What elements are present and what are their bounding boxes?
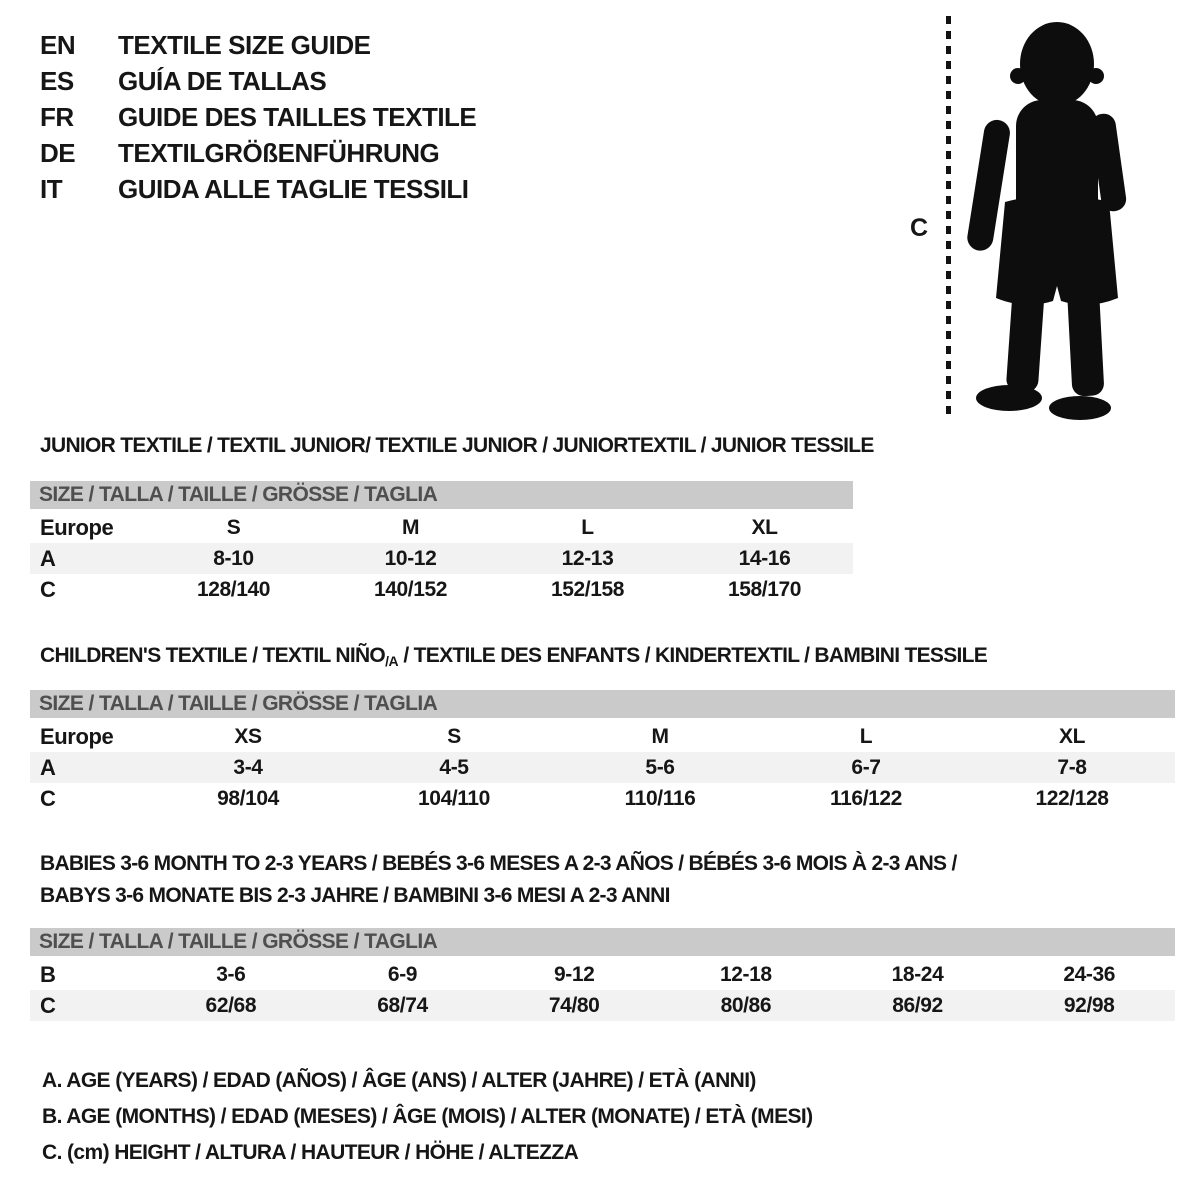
size-header-bar: SIZE / TALLA / TAILLE / GRÖSSE / TAGLIA [30, 690, 1175, 718]
language-row-de [40, 135, 476, 171]
size-value-cell: 140/152 [373, 577, 448, 601]
size-value-cell: 116/122 [830, 786, 902, 810]
table-row [30, 543, 853, 574]
size-value-cell: 92/98 [1063, 993, 1115, 1017]
legend-line-b: B. AGE (MONTHS) / EDAD (MESES) / ÂGE (MOIS) / ALTER (MONATE) / ETÀ (MESI) [42, 1105, 813, 1128]
language-row-fr [40, 99, 476, 135]
language-code: DE [40, 137, 76, 168]
size-value-cell: 68/74 [377, 993, 428, 1017]
height-dashed-line-icon [946, 16, 951, 416]
language-row-es [40, 63, 476, 99]
children-section-heading [40, 640, 987, 677]
children-heading-text: / TEXTILE DES ENFANTS / KINDERTEXTIL / BAMBINI TESSILE [398, 644, 988, 667]
size-value-cell: XL [1058, 724, 1086, 748]
table-row [30, 990, 1175, 1021]
language-code: ES [40, 65, 74, 96]
table-row [30, 721, 1175, 752]
babies-section-heading [40, 848, 957, 912]
size-value-cell: L [859, 724, 873, 748]
table-row [30, 752, 1175, 783]
row-label-cell: B [40, 961, 56, 987]
children-size-table [30, 690, 1175, 814]
junior-section-heading: JUNIOR TEXTILE / TEXTIL JUNIOR/ TEXTILE JUNIOR / JUNIORTEXTIL / JUNIOR TESSILE [40, 434, 874, 457]
guide-title: GUIDE DES TAILLES TEXTILE [118, 101, 477, 132]
size-value-cell: 12-13 [561, 546, 614, 570]
babies-heading-line2: BABYS 3-6 MONATE BIS 2-3 JAHRE / BAMBINI 3-6 MESI A 2-3 ANNI [40, 884, 670, 907]
row-label-cell: C [40, 576, 56, 602]
size-value-cell: 158/170 [727, 577, 802, 601]
row-label-cell: A [40, 545, 56, 571]
row-label-cell: Europe [40, 514, 114, 540]
size-value-cell: 74/80 [548, 993, 600, 1017]
babies-size-table [30, 928, 1175, 1021]
row-label-cell: C [40, 992, 56, 1018]
language-code: FR [40, 101, 74, 132]
size-value-cell: 104/110 [418, 786, 490, 810]
size-value-cell: 110/116 [624, 786, 696, 810]
size-value-cell: 122/128 [1035, 786, 1109, 810]
row-label-cell: C [40, 785, 56, 811]
size-value-cell: 4-5 [439, 755, 469, 779]
size-value-cell: S [226, 515, 241, 539]
junior-size-table [30, 481, 853, 605]
legend-block [42, 1063, 813, 1171]
height-measure-label: C [910, 214, 929, 242]
baby-silhouette-icon [956, 12, 1148, 422]
size-header-bar: SIZE / TALLA / TAILLE / GRÖSSE / TAGLIA [30, 928, 1175, 956]
guide-title: GUÍA DE TALLAS [118, 65, 327, 96]
guide-title: TEXTILE SIZE GUIDE [118, 29, 371, 60]
size-value-cell: 6-9 [387, 962, 418, 986]
legend-line-a: A. AGE (YEARS) / EDAD (AÑOS) / ÂGE (ANS) / ALTER (JAHRE) / ETÀ (ANNI) [42, 1069, 756, 1092]
size-value-cell: 62/68 [205, 993, 257, 1017]
size-value-cell: 18-24 [891, 962, 944, 986]
language-title-block [40, 27, 476, 207]
legend-line-c: C. (cm) HEIGHT / ALTURA / HAUTEUR / HÖHE / ALTEZZA [42, 1141, 579, 1164]
size-value-cell: 152/158 [550, 577, 625, 601]
size-value-cell: 5-6 [645, 755, 675, 779]
size-value-cell: S [447, 724, 461, 748]
language-row-it [40, 171, 476, 207]
size-value-cell: 3-4 [233, 755, 263, 779]
size-value-cell: XL [751, 515, 778, 539]
size-value-cell: M [401, 515, 420, 539]
size-value-cell: M [651, 724, 669, 748]
children-heading-text: CHILDREN'S TEXTILE / TEXTIL NIÑO [40, 644, 386, 667]
size-value-cell: 3-6 [216, 962, 246, 986]
row-label-cell: A [40, 754, 56, 780]
size-value-cell: 128/140 [196, 577, 271, 601]
table-row [30, 783, 1175, 814]
babies-heading-line1: BABIES 3-6 MONTH TO 2-3 YEARS / BEBÉS 3-6 MESES A 2-3 AÑOS / BÉBÉS 3-6 MOIS À 2-3 ANS / [40, 852, 957, 875]
size-value-cell: 6-7 [851, 755, 881, 779]
size-value-cell: 98/104 [217, 786, 279, 810]
size-value-cell: 8-10 [213, 546, 254, 570]
size-value-cell: 9-12 [553, 962, 595, 986]
table-row [30, 959, 1175, 990]
size-value-cell: 7-8 [1057, 755, 1087, 779]
size-value-cell: L [581, 515, 594, 539]
size-header-bar: SIZE / TALLA / TAILLE / GRÖSSE / TAGLIA [30, 481, 853, 509]
guide-title: GUIDA ALLE TAGLIE TESSILI [118, 173, 469, 204]
size-value-cell: 86/92 [892, 993, 943, 1017]
table-row [30, 574, 853, 605]
children-heading-subscript: /A [385, 653, 399, 669]
row-label-cell: Europe [40, 723, 114, 749]
language-code: IT [40, 173, 63, 204]
size-value-cell: 12-18 [719, 962, 772, 986]
size-value-cell: 24-36 [1063, 962, 1116, 986]
guide-title: TEXTILGRÖßENFÜHRUNG [118, 137, 440, 168]
language-row-en [40, 27, 476, 63]
table-row [30, 512, 853, 543]
size-value-cell: 14-16 [738, 546, 791, 570]
size-value-cell: 10-12 [384, 546, 437, 570]
size-value-cell: 80/86 [720, 993, 772, 1017]
language-code: EN [40, 29, 76, 60]
size-value-cell: XS [234, 724, 262, 748]
